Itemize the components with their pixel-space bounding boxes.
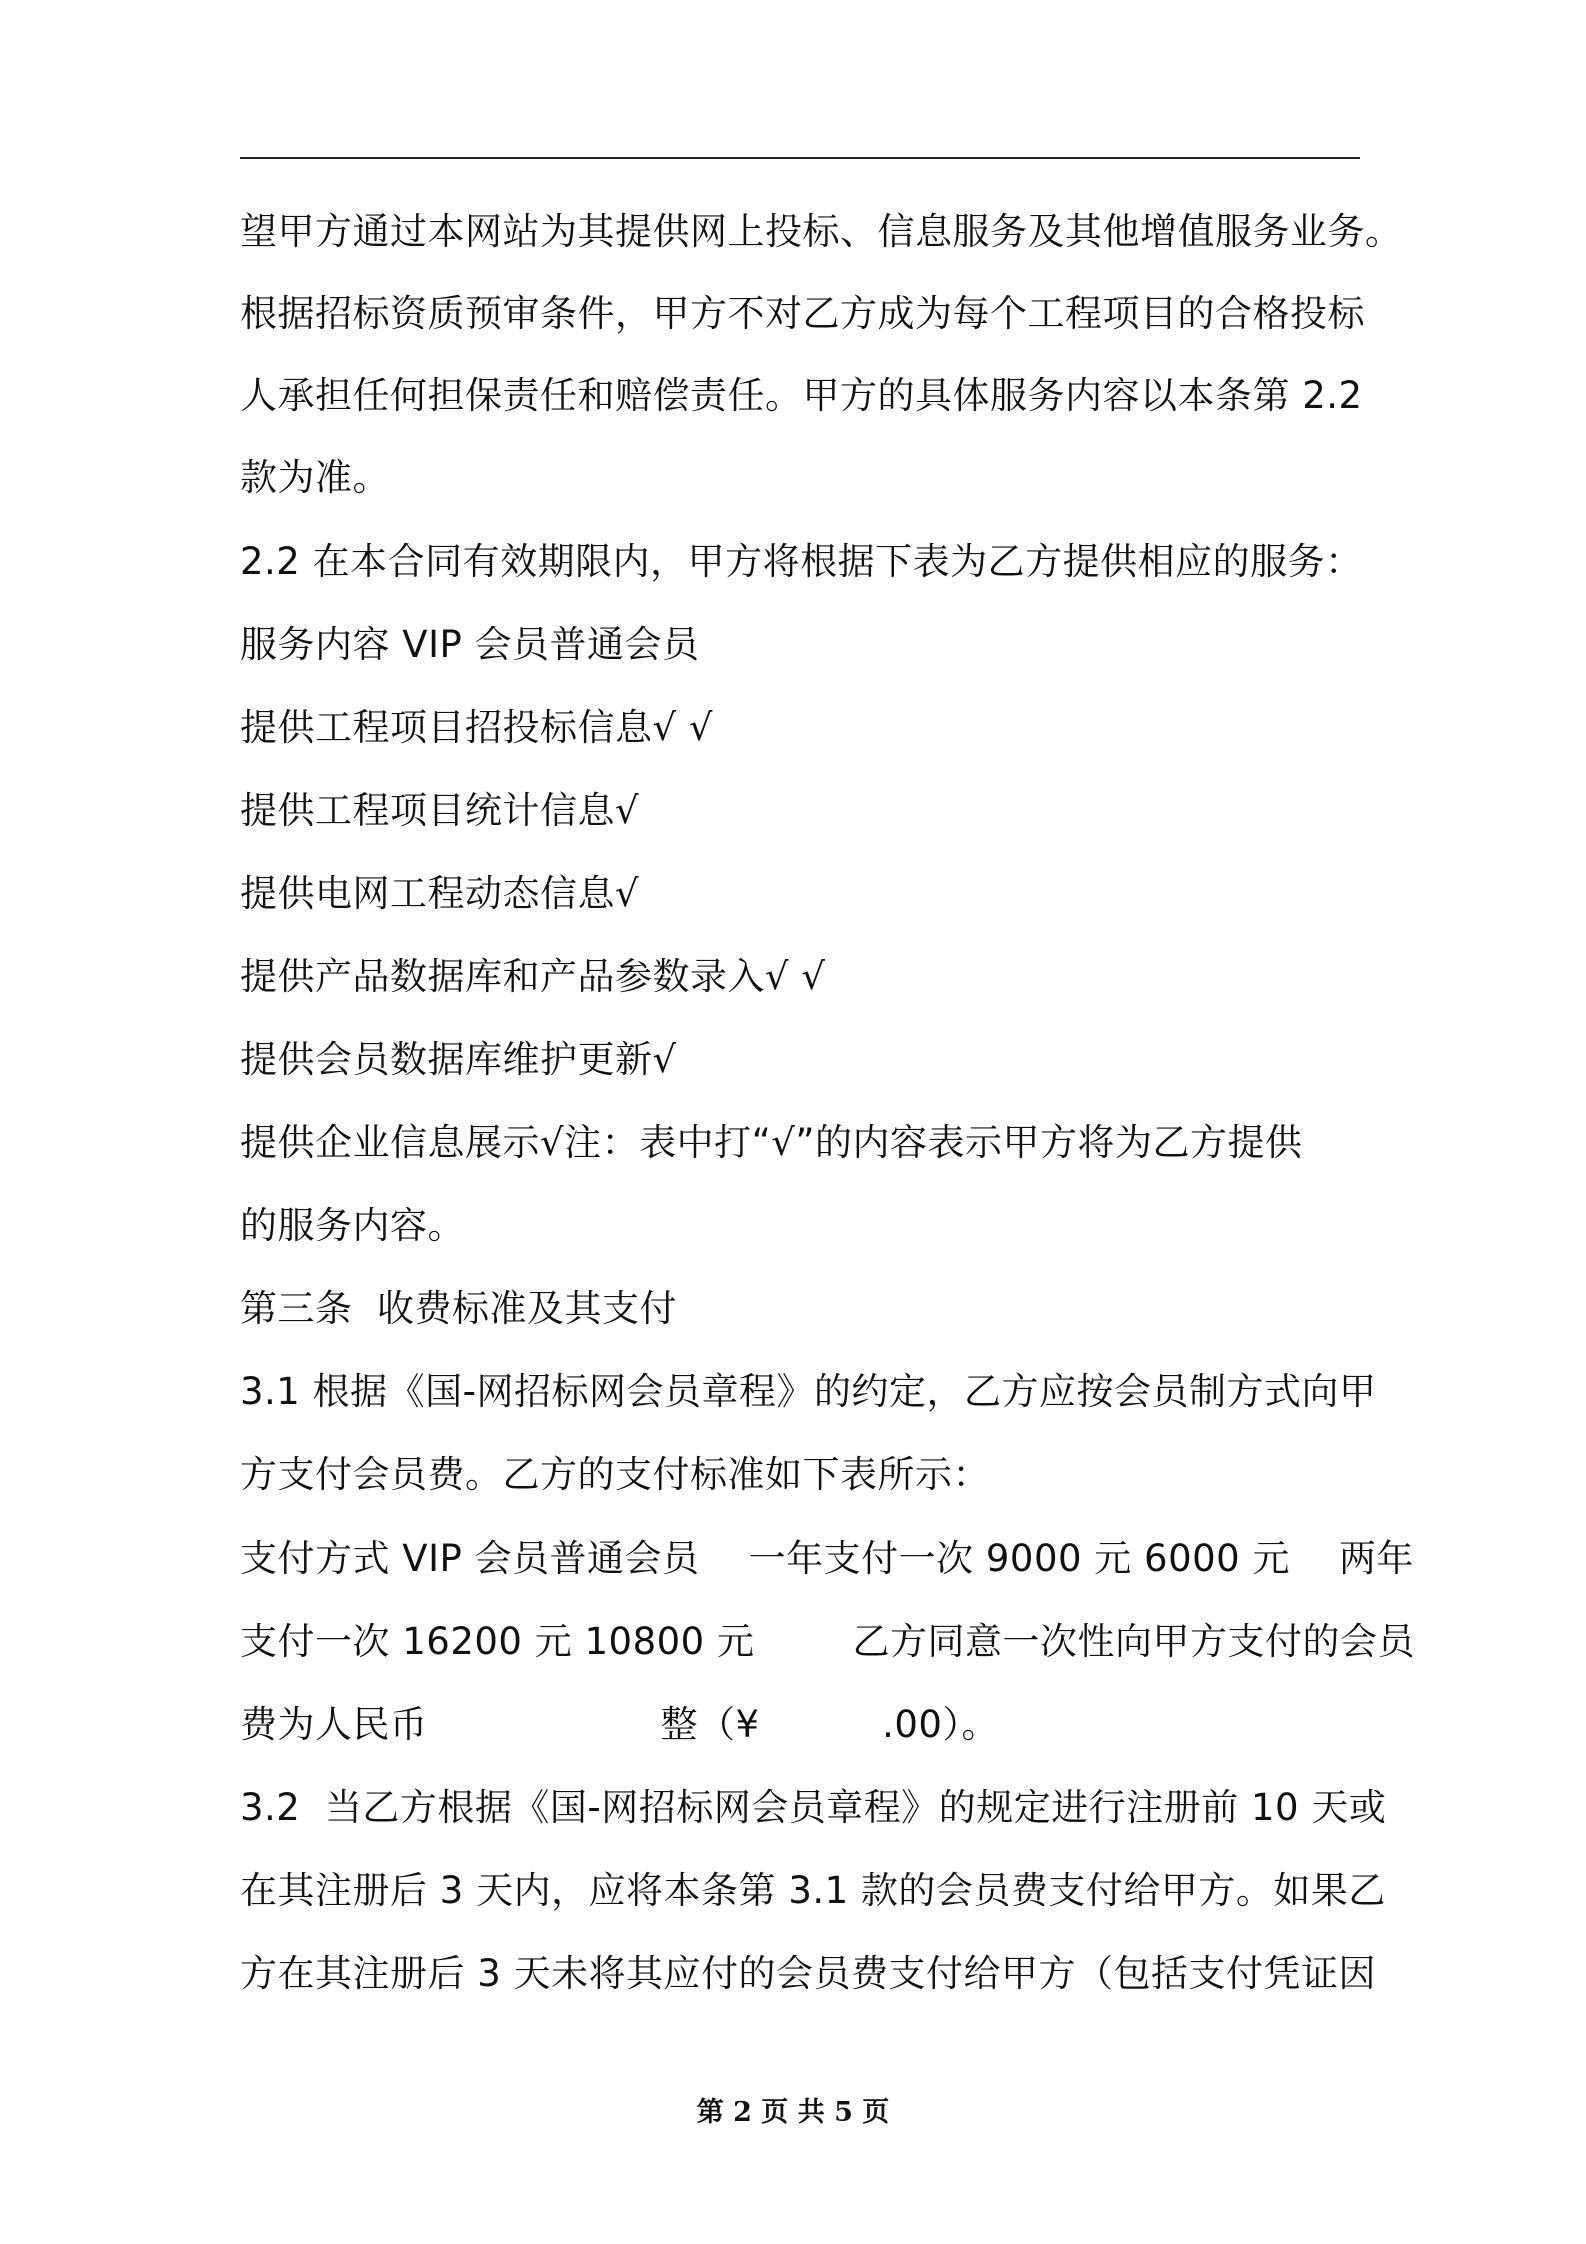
body-line: 方在其注册后 3 天未将其应付的会员费支付给甲方（包括支付凭证因 <box>240 1952 1377 1995</box>
body-line: 的服务内容。 <box>240 1204 465 1247</box>
service-row: 提供企业信息展示√注：表中打“√”的内容表示甲方将为乙方提供 <box>240 1121 1303 1164</box>
header-rule <box>240 157 1360 159</box>
service-row: 提供工程项目招投标信息√ √ <box>240 706 713 749</box>
service-row: 提供会员数据库维护更新√ <box>240 1038 677 1081</box>
section-heading: 第三条 收费标准及其支付 <box>240 1287 678 1330</box>
body-line: 在其注册后 3 天内，应将本条第 3.1 款的会员费支付给甲方。如果乙 <box>240 1869 1386 1912</box>
fee-table-line: 支付一次 16200 元 10800 元 乙方同意一次性向甲方支付的会员 <box>240 1620 1416 1663</box>
service-row: 提供电网工程动态信息√ <box>240 872 640 915</box>
clause-3-2: 3.2 当乙方根据《国-网招标网会员章程》的规定进行注册前 10 天或 <box>240 1786 1387 1829</box>
body-line: 款为准。 <box>240 456 390 499</box>
clause-3-1: 3.1 根据《国-网招标网会员章程》的约定，乙方应按会员制方式向甲 <box>240 1370 1377 1413</box>
clause-2-2: 2.2 在本合同有效期限内，甲方将根据下表为乙方提供相应的服务： <box>240 540 1363 583</box>
fee-table-line: 支付方式 VIP 会员普通会员 一年支付一次 9000 元 6000 元 两年 <box>240 1537 1415 1580</box>
body-line: 根据招标资质预审条件，甲方不对乙方成为每个工程项目的合格投标 <box>240 292 1365 335</box>
page-number: 第 2 页 共 5 页 <box>696 2097 890 2128</box>
service-row: 提供产品数据库和产品参数录入√ √ <box>240 955 826 998</box>
body-line: 方支付会员费。乙方的支付标准如下表所示： <box>240 1453 990 1496</box>
fee-amount-line: 费为人民币 整（¥ .00）。 <box>240 1703 999 1746</box>
service-table-header: 服务内容 VIP 会员普通会员 <box>240 623 700 666</box>
service-row: 提供工程项目统计信息√ <box>240 789 640 832</box>
body-line: 人承担任何担保责任和赔偿责任。甲方的具体服务内容以本条第 2.2 <box>240 374 1363 417</box>
body-line: 望甲方通过本网站为其提供网上投标、信息服务及其他增值服务业务。 <box>240 210 1403 253</box>
